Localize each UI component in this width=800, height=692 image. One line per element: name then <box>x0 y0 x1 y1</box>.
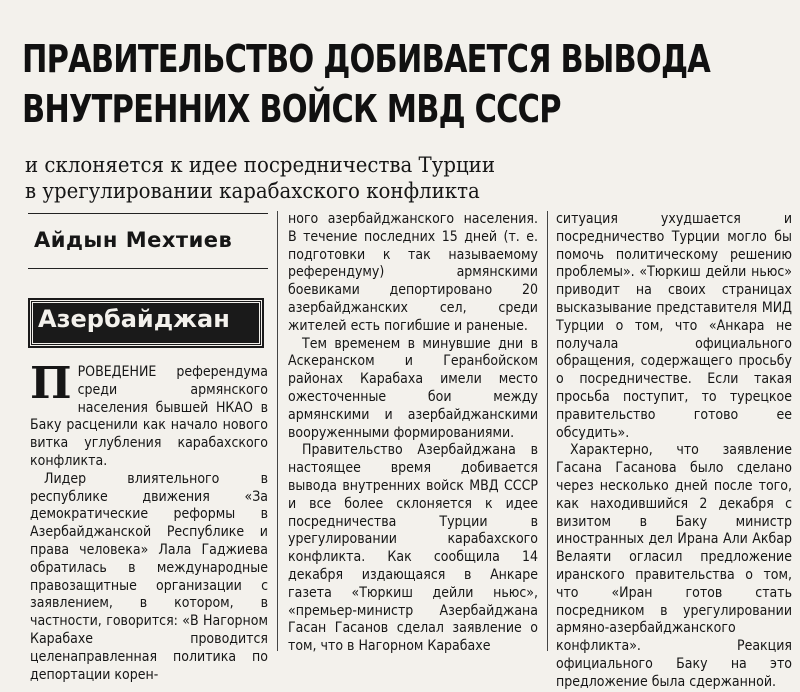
article-column-3 <box>556 211 792 690</box>
paragraph-text: Тем временем в минувшие дни в Аскеранском и Геранбойском районах Карабаха имели место ожесточенные бои между армянскими и азербайджанскими вооруженными формированиями. <box>288 335 538 441</box>
column-divider-2 <box>547 211 548 651</box>
paragraph-text: Правительство Азербайджана в настоящее время добивается вывода внутренних войск МВД СССР и все более склоняется к идее посредничества Турции в урегулировании карабахского конфликта. Как сообщила 14 декабря издающаяся в Анкаре газета «Тюркиш дейли ньюс», «премьер-министр Азербайджана Гасан Гасанов сделал заявление о том, что в Нагорном Карабахе <box>288 442 538 655</box>
author-byline: Айдын Мехтиев <box>34 228 233 252</box>
paragraph-text: ситуация ухудшается и посредничество Турции могло бы помочь политическому решению проблемы». «Тюркиш дейли ньюс» приводит на своих страницах высказывание представителя МИД Турции о том, что «Анкара не получала официального обращения, содержащего просьбу о посредничестве. Если такая просьба поступит, то турецкое правительство готово ее обсудить». <box>556 211 792 441</box>
paragraph <box>30 358 268 471</box>
paragraph <box>288 336 538 443</box>
paragraph-text: ного азербайджанского населения. В течение последних 15 дней (т. е. подготовки к так называемому референдуму) армянскими боевиками депортировано 20 азербайджанских сел, среди жителей есть погибшие и раненые. <box>288 211 538 334</box>
article-column-2 <box>288 211 538 655</box>
paragraph-text: Характерно, что заявление Гасана Гасанова было сделано через несколько дней после того, как находившийся 2 декабря с визитом в Баку министр иностранных дел Ирана Али Акбар Велаяти огласил предложение иранского правительства о том, что «Иран готов стать посредником в урегулировании армяно-азербайджанского конфликта». Реакция официального Баку на это предложение была сдержанной. <box>556 442 792 690</box>
paragraph <box>288 442 538 656</box>
author-top-rule <box>28 213 268 214</box>
drop-cap: П <box>30 358 72 409</box>
article-column-1 <box>30 358 268 683</box>
headline-line-1: ПРАВИТЕЛЬСТВО ДОБИВАЕТСЯ ВЫВОДА <box>22 37 710 81</box>
author-bottom-rule <box>28 268 268 269</box>
region-label: Азербайджан <box>38 305 230 333</box>
subheadline-line-1: и склоняется к идее посредничества Турции <box>25 153 495 177</box>
headline <box>22 34 710 134</box>
subheadline <box>25 152 739 204</box>
column-divider-1 <box>277 211 278 651</box>
headline-line-2: ВНУТРЕННИХ ВОЙСК МВД СССР <box>22 87 561 131</box>
paragraph <box>556 442 792 691</box>
subheadline-line-2: в урегулировании карабахского конфликта <box>25 179 480 203</box>
paragraph <box>288 211 538 336</box>
paragraph-text: РОВЕДЕНИЕ референдума среди армянского населения бывшей НКАО в Баку расценили как начало нового витка углубления карабахского конфликта. <box>30 364 268 469</box>
paragraph-text: Лидер влиятельного в республике движения «За демократические реформы в Азербайджанской Республике и права человека» Лала Гаджиева обратилась в международные правозащитные организации с заявлением, в котором, в частности, говорится: «В Нагорном Карабахе проводится целенаправленная политика по депортации корен- <box>30 470 268 683</box>
paragraph <box>30 471 268 685</box>
paragraph <box>556 211 792 442</box>
